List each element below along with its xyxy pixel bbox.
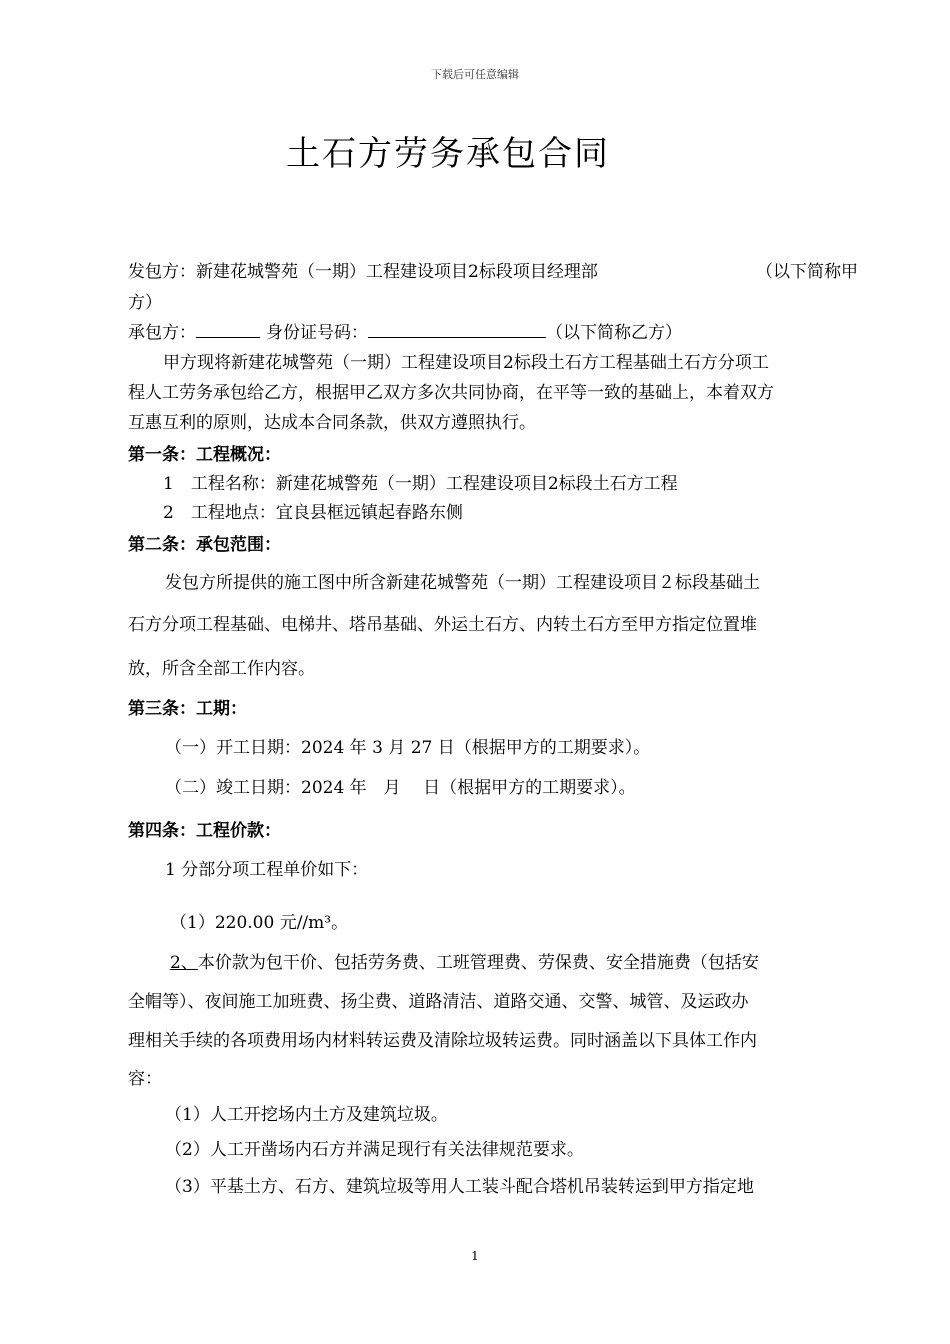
work-item-2: （2）人工开凿场内石方并满足现行有关法律规范要求。 bbox=[165, 1140, 584, 1160]
work-item-1: （1）人工开挖场内土方及建筑垃圾。 bbox=[165, 1105, 448, 1125]
article-4-sub-1: 1 分部分项工程单价如下： bbox=[165, 860, 369, 880]
article-4-price: （1）220.00 元//m³。 bbox=[170, 913, 349, 933]
intro-line-1: 甲方现将新建花城警苑（一期）工程建设项目2标段土石方工程基础土石方分项工 bbox=[163, 353, 769, 373]
contract-title: 土石方劳务承包合同 bbox=[286, 134, 610, 174]
article-3-end-date: （二）竣工日期：2024 年 月 日（根据甲方的工期要求）。 bbox=[165, 778, 636, 798]
page-number: 1 bbox=[471, 1249, 479, 1263]
article-2-heading: 第二条：承包范围： bbox=[128, 535, 281, 555]
party-b-id-label: 身份证号码： bbox=[266, 323, 368, 343]
article-4-sub-2-line-4: 容： bbox=[128, 1069, 162, 1089]
article-4-sub-2-number: 2、 bbox=[170, 953, 198, 973]
article-4-sub-2-line-1 bbox=[170, 948, 759, 973]
party-b-prefix: 承包方： bbox=[128, 323, 196, 343]
party-a-line bbox=[128, 257, 598, 282]
article-4-sub-2-text: 本价款为包干价、包括劳务费、工班管理费、劳保费、安全措施费（包括安 bbox=[197, 953, 759, 973]
article-4-heading: 第四条：工程价款： bbox=[128, 821, 281, 841]
article-3-heading: 第三条：工期： bbox=[128, 699, 247, 719]
party-a-suffix: （以下简称甲 bbox=[756, 262, 858, 282]
article-2-line-3: 放，所含全部工作内容。 bbox=[128, 659, 315, 679]
article-4-sub-2-line-2: 全帽等）、夜间施工加班费、扬尘费、道路清洁、道路交通、交警、城管、及运政办 bbox=[128, 992, 749, 1012]
party-b-id-blank bbox=[368, 319, 546, 338]
article-1-item-1: 1 工程名称：新建花城警苑（一期）工程建设项目2标段土石方工程 bbox=[163, 474, 678, 494]
intro-line-3: 互惠互利的原则，达成本合同条款，供双方遵照执行。 bbox=[128, 413, 536, 433]
article-1-heading: 第一条：工程概况： bbox=[128, 445, 281, 465]
article-1-item-2: 2 工程地点：宜良县框远镇起春路东侧 bbox=[163, 503, 463, 523]
article-2-line-2: 石方分项工程基础、电梯井、塔吊基础、外运土石方、内转土石方至甲方指定位置堆 bbox=[128, 615, 757, 635]
party-b-line bbox=[128, 318, 682, 343]
work-item-3: （3）平基土方、石方、建筑垃圾等用人工装斗配合塔机吊装转运到甲方指定地 bbox=[165, 1177, 754, 1197]
party-a-wrap: 方） bbox=[128, 293, 162, 313]
intro-line-2: 程人工劳务承包给乙方，根据甲乙双方多次共同协商，在平等一致的基础上，本着双方 bbox=[128, 383, 774, 403]
article-3-start-date: （一）开工日期：2024 年 3 月 27 日（根据甲方的工期要求）。 bbox=[165, 738, 651, 758]
party-b-name-blank bbox=[196, 319, 260, 338]
party-b-suffix: （以下简称乙方） bbox=[546, 323, 682, 343]
party-a-prefix: 发包方：新建花城警苑（一期）工程建设项目2标段项目经理部 bbox=[128, 262, 598, 282]
page-header: 下载后可任意编辑 bbox=[431, 68, 519, 81]
article-4-sub-2-line-3: 理相关手续的各项费用场内材料转运费及清除垃圾转运费。同时涵盖以下具体工作内 bbox=[128, 1031, 757, 1051]
article-2-line-1: 发包方所提供的施工图中所含新建花城警苑（一期）工程建设项目２标段基础土 bbox=[165, 573, 760, 593]
